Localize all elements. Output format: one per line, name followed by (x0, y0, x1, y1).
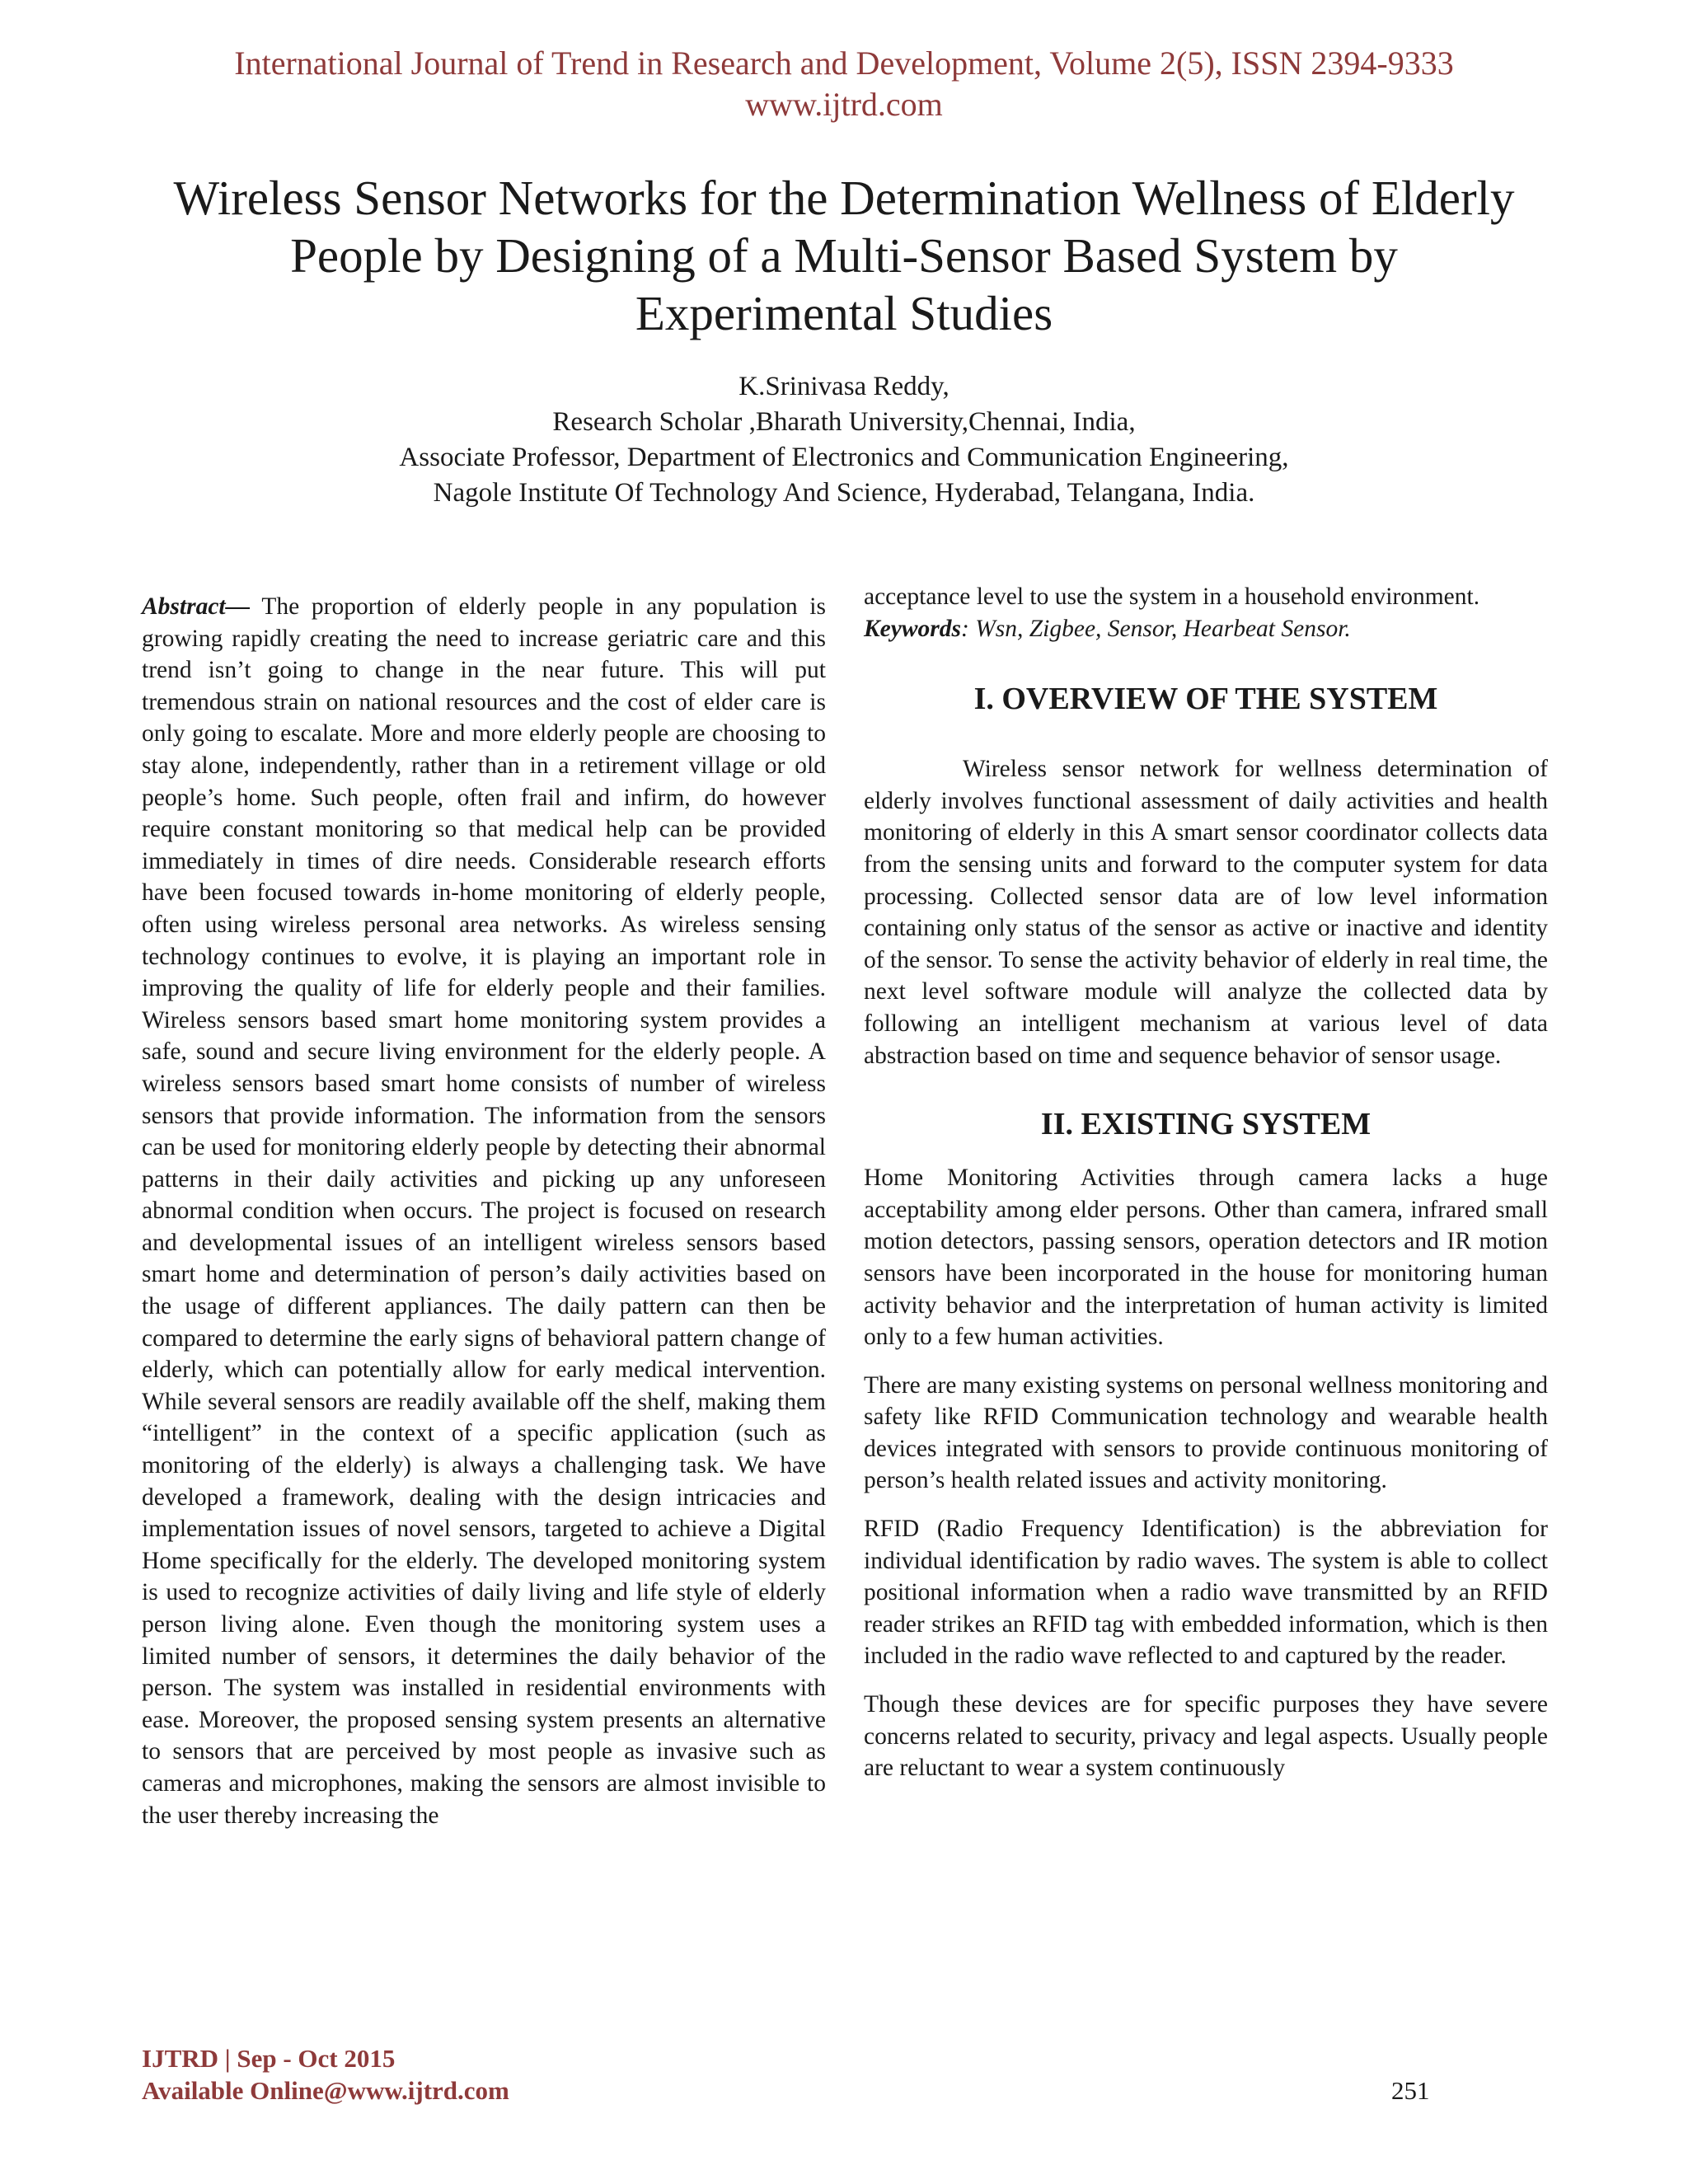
journal-header-title: International Journal of Trend in Research and Development, Volume 2(5), ISSN 2394-9333 (234, 45, 1454, 82)
existing-paragraph-4: Though these devices are for specific purposes they have severe concerns related to security, privacy and legal aspects. Usually people are reluctant to wear a system continuously (864, 1691, 1548, 1782)
author-affiliation-2: Associate Professor, Department of Electronics and Communication Engineering, (399, 443, 1289, 472)
paper-title (124, 169, 1564, 342)
existing-paragraph-3: RFID (Radio Frequency Identification) is the abbreviation for individual identification by radio waves. The system is able to collect positional information when a radio wave transmitted by an RFID reader strikes an RFID tag with embedded information, which is then included in the radio wave reflected to and captured by the reader. (864, 1516, 1548, 1670)
journal-website: www.ijtrd.com (745, 86, 943, 123)
abstract-paragraph (142, 591, 826, 1831)
author-block (124, 369, 1564, 511)
abstract-label: Abstract— (142, 593, 251, 620)
section-heading-existing: II. EXISTING SYSTEM (1040, 1107, 1372, 1142)
right-column (864, 581, 1548, 1784)
overview-paragraph: Wireless sensor network for wellness determination of elderly involves functional assessment of daily activities and health monitoring of elderly in this A smart sensor coordinator collects data from the sensing units and forward to the computer system for data processing. Collected sensor data are of low level information containing only status of the sensor as active or inactive and identity of the sensor. To sense the activity behavior of elderly in real time, the next level software module will analyze the collected data by following an intelligent mechanism at various level of data abstraction based on time and sequence behavior of sensor usage. (864, 756, 1548, 1069)
keywords-label: Keywords (864, 615, 961, 642)
author-affiliation-3: Nagole Institute Of Technology And Science, Hyderabad, Telangana, India. (433, 478, 1255, 508)
page-number: 251 (1391, 2076, 1430, 2105)
left-column (142, 591, 826, 1831)
footer-availability: Available Online@www.ijtrd.com (142, 2076, 509, 2105)
paper-title-line-1: Wireless Sensor Networks for the Determination Wellness of Elderly (173, 171, 1515, 225)
footer (142, 2042, 509, 2107)
existing-paragraph-1: Home Monitoring Activities through camera lacks a huge acceptability among elder persons. Other than camera, infrared small motion detectors, passing sensors, operation detectors and IR motion sensors have been incorporated in the house for monitoring human activity behavior and the interpretation of human activity is limited only to a few human activities. (864, 1165, 1548, 1351)
section-heading-overview: I. OVERVIEW OF THE SYSTEM (973, 682, 1438, 717)
author-name: K.Srinivasa Reddy, (738, 372, 950, 401)
author-affiliation-1: Research Scholar ,Bharath University,Chennai, India, (552, 407, 1136, 437)
abstract-continuation: acceptance level to use the system in a household environment. (864, 583, 1480, 610)
keywords-paragraph (864, 613, 1548, 645)
journal-header (0, 43, 1688, 125)
keywords-text: : Wsn, Zigbee, Sensor, Hearbeat Sensor. (961, 615, 1351, 642)
footer-issue: IJTRD | Sep - Oct 2015 (142, 2044, 396, 2073)
paper-title-line-3: Experimental Studies (635, 286, 1053, 340)
paper-title-line-2: People by Designing of a Multi-Sensor Based System by (290, 228, 1398, 283)
abstract-text: The proportion of elderly people in any population is growing rapidly creating the need to increase geriatric care and this trend isn’t going to change in the near future. This will put tremendous strain on national resources and the cost of elder care is only going to escalate. More and more elderly people are choosing to stay alone, independently, rather than in a retirement village or old people’s home. Such people, often frail and infirm, do however require constant monitoring so that medical help can be provided immediately in times of dire needs. Considerable research efforts have been focused towards in-home monitoring of elderly people, often using wireless personal area networks. As wireless sensing technology continues to evolve, it is playing an important role in improving the quality of life for elderly people and their families. Wireless sensors based smart home monitoring system provides a safe, sound and secure living environment for the elderly people. A wireless sensors based smart home consists of number of wireless sensors that provide information. The information from the sensors can be used for monitoring elderly people by detecting their abnormal patterns in their daily activities and picking up any unforeseen abnormal condition when occurs. The project is focused on research and developmental issues of an intelligent wireless sensors based smart home and determination of person’s daily activities based on the usage of different appliances. The daily pattern can then be compared to determine the early signs of behavioral pattern change of elderly, which can potentially allow for early medical intervention. While several sensors are readily available off the shelf, making them “intelligent” in the context of a specific application (such as monitoring of the elderly) is always a challenging task. We have developed a framework, dealing with the design intricacies and implementation issues of novel sensors, targeted to achieve a Digital Home specifically for the elderly. The developed monitoring system is used to recognize activities of daily living and life style of elderly person living alone. Even though the monitoring system uses a limited number of sensors, it determines the daily behavior of the person. The system was installed in residential environments with ease. Moreover, the proposed sensing system presents an alternative to sensors that are perceived by most people as invasive such as cameras and microphones, making the sensors are almost invisible to the user thereby increasing the (142, 593, 826, 1829)
existing-paragraph-2: There are many existing systems on personal wellness monitoring and safety like RFID Communication technology and wearable health devices integrated with sensors to provide continuous monitoring of person’s health related issues and activity monitoring. (864, 1371, 1548, 1494)
